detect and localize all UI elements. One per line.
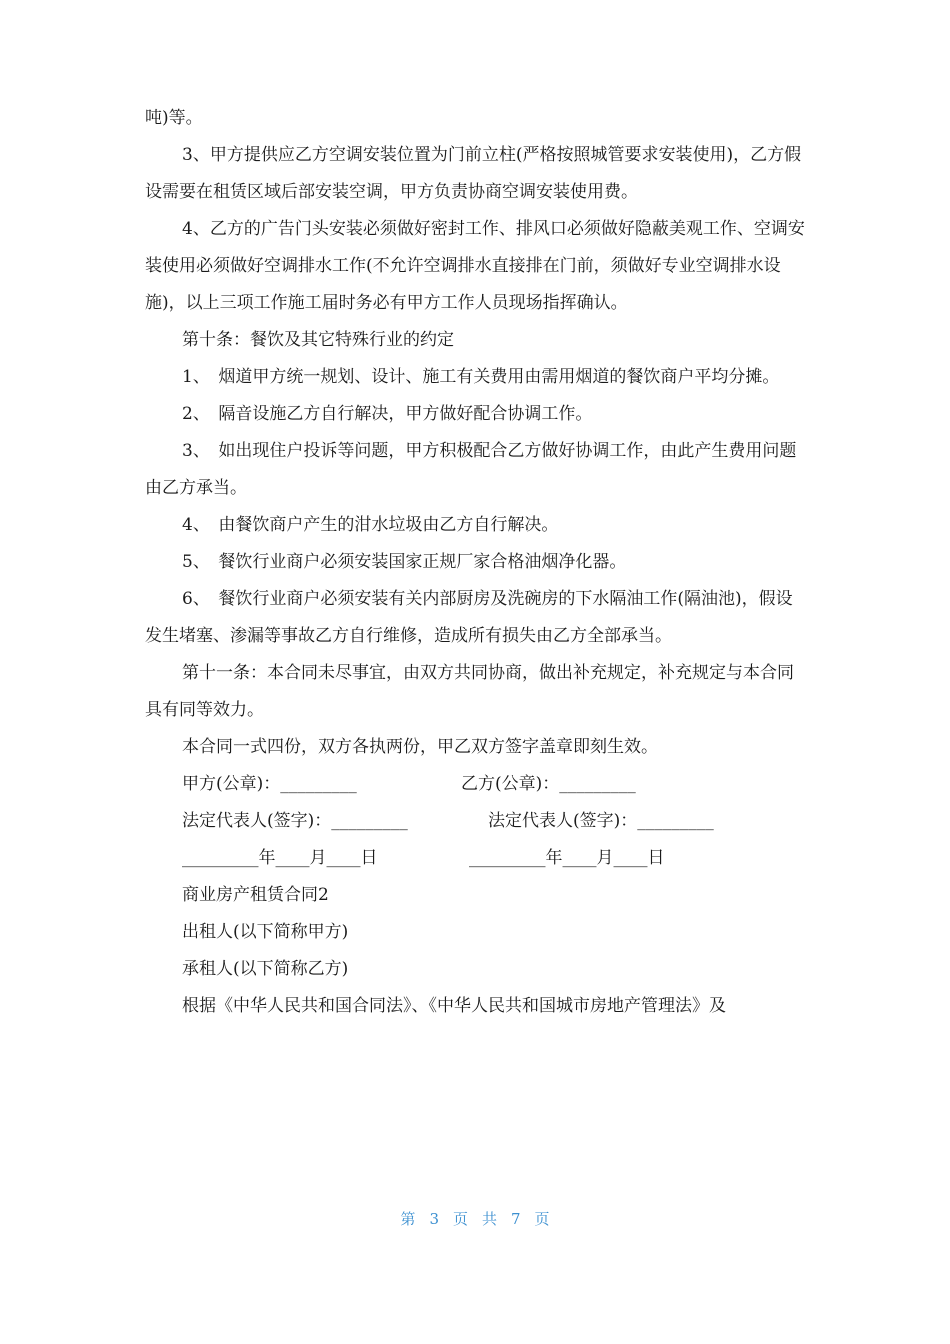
paragraph-1: 3、甲方提供应乙方空调安装位置为门前立柱(严格按照城管要求安装使用)，乙方假设需要在租赁区域后部安装空调，甲方负责协商空调安装使用费。 <box>145 145 802 202</box>
section-heading-11: 第十一条：本合同未尽事宜，由双方共同协商，做出补充规定，补充规定与本合同具有同等效力。 <box>145 663 794 720</box>
effect-statement: 本合同一式四份，双方各执两份，甲乙双方签字盖章即刻生效。 <box>182 737 658 757</box>
clause-10-6: 6、 餐饮行业商户必须安装有关内部厨房及洗碗房的下水隔油工作(隔油池)，假设发生堵塞、渗漏等事故乙方自行维修，造成所有损失由乙方全部承当。 <box>145 589 793 646</box>
clause-10-2: 2、 隔音设施乙方自行解决，甲方做好配合协调工作。 <box>182 404 593 424</box>
clause-10-4: 4、 由餐饮商户产生的泔水垃圾由乙方自行解决。 <box>182 515 559 535</box>
party-a-date: _________年____月____日 <box>182 848 378 868</box>
basis-line: 根据《中华人民共和国合同法》、《中华人民共和国城市房地产管理法》及 <box>182 996 726 1016</box>
paragraph-0: 吨)等。 <box>145 108 203 128</box>
footer-page-number: 3 <box>429 1210 439 1228</box>
page-footer <box>0 1208 950 1229</box>
seal-line <box>145 766 805 803</box>
representative-line <box>145 803 805 840</box>
party-a-representative: 法定代表人(签字)：_________ <box>182 811 408 831</box>
contract-2-title: 商业房产租赁合同2 <box>182 885 329 905</box>
clause-10-3: 3、 如出现住户投诉等问题，甲方积极配合乙方做好协调工作，由此产生费用问题由乙方承当。 <box>145 441 797 498</box>
document-body <box>145 100 805 1025</box>
footer-ye: 页 <box>534 1210 550 1228</box>
lessee-line: 承租人(以下简称乙方) <box>182 959 349 979</box>
clause-10-5: 5、 餐饮行业商户必须安装国家正规厂家合格油烟净化器。 <box>182 552 627 572</box>
footer-di: 第 <box>400 1210 416 1228</box>
footer-ye-gong: 页共 <box>452 1210 511 1228</box>
date-line <box>145 840 805 877</box>
party-a-seal: 甲方(公章)：_________ <box>182 774 357 794</box>
party-b-seal: 乙方(公章)：_________ <box>461 774 636 794</box>
lessor-line: 出租人(以下简称甲方) <box>182 922 349 942</box>
party-b-representative: 法定代表人(签字)：_________ <box>488 811 714 831</box>
paragraph-2: 4、乙方的广告门头安装必须做好密封工作、排风口必须做好隐蔽美观工作、空调安装使用必须做好空调排水工作(不允许空调排水直接排在门前，须做好专业空调排水设施)，以上三项工作施工届时务必有甲方工作人员现场指挥确认。 <box>145 219 805 313</box>
section-heading-10: 第十条：餐饮及其它特殊行业的约定 <box>182 330 454 350</box>
party-b-date: _________年____月____日 <box>469 848 665 868</box>
footer-total-pages: 7 <box>511 1210 521 1228</box>
clause-10-1: 1、 烟道甲方统一规划、设计、施工有关费用由需用烟道的餐饮商户平均分摊。 <box>182 367 780 387</box>
